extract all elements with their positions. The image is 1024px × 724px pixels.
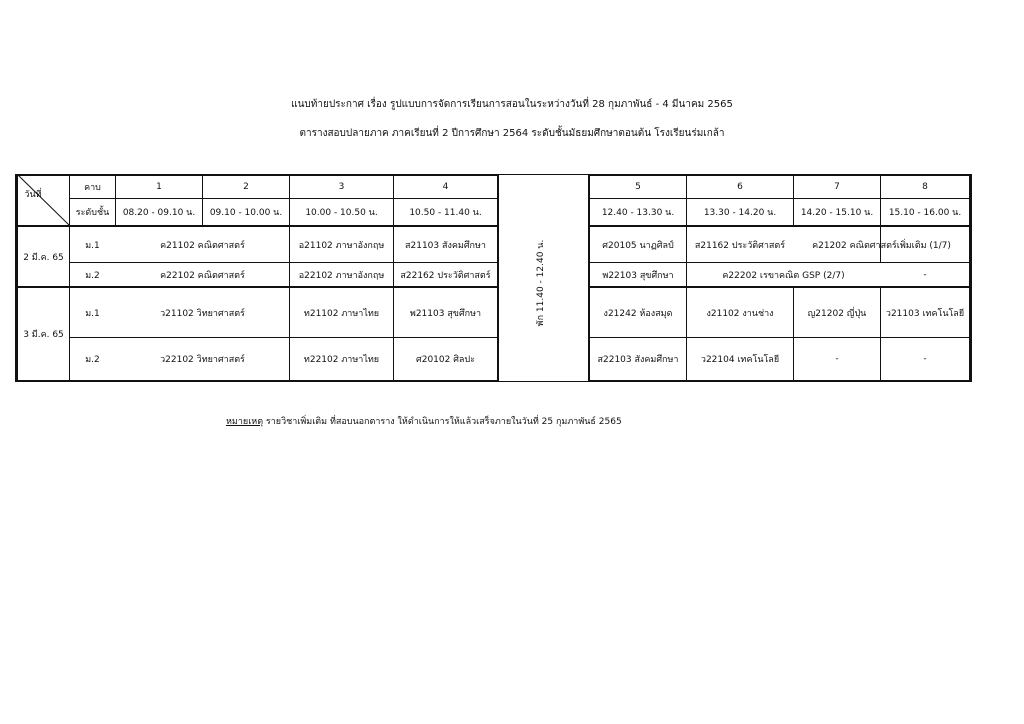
exam-subject: ค22102 คณิตศาสตร์ [160, 270, 245, 281]
exam-subject: - [923, 354, 927, 364]
exam-subject: อ22102 ภาษาอังกฤษ [298, 270, 385, 281]
exam-subject: ว21103 เทคโนโลยี [885, 308, 965, 319]
exam-subject: ว22104 เทคโนโลยี [700, 355, 780, 365]
period-time: 15.10 - 16.00 น. [888, 208, 962, 218]
period-number: 7 [834, 182, 840, 192]
exam-subject: ง21102 งานช่าง [706, 308, 774, 319]
footnote-label: หมายเหตุ [226, 417, 264, 427]
exam-subject: ค21202 คณิตศาสตร์เพิ่มเติม (1/7) [812, 240, 951, 251]
exam-subject: ศ20105 นาฏศิลป์ [602, 240, 674, 251]
grade-level: ม.1 [85, 308, 100, 319]
exam-subject: ส21162 ประวัติศาสตร์ [694, 240, 786, 251]
exam-subject: ท21102 ภาษาไทย [303, 308, 380, 319]
exam-subject: ญ21202 ญี่ปุ่น [807, 308, 867, 319]
document-title: แนบท้ายประกาศ เรื่อง รูปแบบการจัดการเรียนการสอนในระหว่างวันที่ 28 กุมภาพันธ์ - 4 มีนาคม 2565 [291, 99, 733, 110]
period-number: 8 [922, 182, 928, 192]
period-time: 08.20 - 09.10 น. [122, 208, 196, 218]
period-time: 13.30 - 14.20 น. [703, 208, 777, 218]
header-period: คาบ [84, 183, 101, 193]
document-subtitle: ตารางสอบปลายภาค ภาคเรียนที่ 2 ปีการศึกษา 2564 ระดับชั้นมัธยมศึกษาตอนต้น โรงเรียนร่มเกล้า [299, 128, 725, 139]
exam-subject: ส21103 สังคมศึกษา [405, 240, 486, 251]
period-number: 6 [737, 182, 743, 192]
exam-subject: ค21102 คณิตศาสตร์ [160, 240, 245, 251]
exam-subject: อ21102 ภาษาอังกฤษ [298, 240, 385, 251]
exam-subject: พ22103 สุขศึกษา [602, 270, 674, 281]
exam-subject: ส22162 ประวัติศาสตร์ [400, 270, 491, 281]
exam-date: 2 มี.ค. 65 [23, 252, 64, 263]
exam-subject: - [923, 269, 927, 280]
grade-level: ม.1 [85, 240, 100, 251]
exam-subject: ศ20102 ศิลปะ [416, 355, 475, 365]
period-time: 12.40 - 13.30 น. [601, 208, 675, 218]
period-time: 10.50 - 11.40 น. [409, 208, 482, 218]
exam-date: 3 มี.ค. 65 [23, 330, 64, 340]
exam-subject: พ21103 สุขศึกษา [409, 308, 482, 319]
period-time: 09.10 - 10.00 น. [209, 208, 283, 218]
exam-subject: ว22102 วิทยาศาสตร์ [160, 355, 245, 365]
header-day: วันที่ [24, 190, 42, 200]
period-number: 5 [635, 182, 641, 192]
period-number: 4 [442, 182, 449, 192]
exam-subject: ท22102 ภาษาไทย [303, 355, 380, 365]
footnote [226, 414, 622, 428]
period-number: 2 [243, 182, 249, 192]
exam-subject: ค22202 เรขาคณิต GSP (2/7) [722, 270, 845, 281]
lunch-break-label: พัก 11.40 - 12.40 น. [536, 239, 546, 327]
period-number: 3 [338, 182, 345, 192]
exam-subject: ว21102 วิทยาศาสตร์ [160, 308, 245, 319]
exam-subject: - [835, 354, 839, 364]
exam-subject: ง21242 ห้องสมุด [603, 308, 673, 319]
period-time: 10.00 - 10.50 น. [305, 208, 378, 218]
footnote-text: รายวิชาเพิ่มเติม ที่สอบนอกตาราง ให้ดำเนินการให้แล้วเสร็จภายในวันที่ 25 กุมภาพันธ์ 2565 [263, 417, 622, 427]
header-level: ระดับชั้น [75, 208, 110, 218]
period-time: 14.20 - 15.10 น. [800, 208, 874, 218]
grade-level: ม.2 [85, 270, 100, 281]
grade-level: ม.2 [85, 355, 100, 365]
period-number: 1 [156, 182, 162, 192]
exam-subject: ส22103 สังคมศึกษา [597, 355, 679, 365]
